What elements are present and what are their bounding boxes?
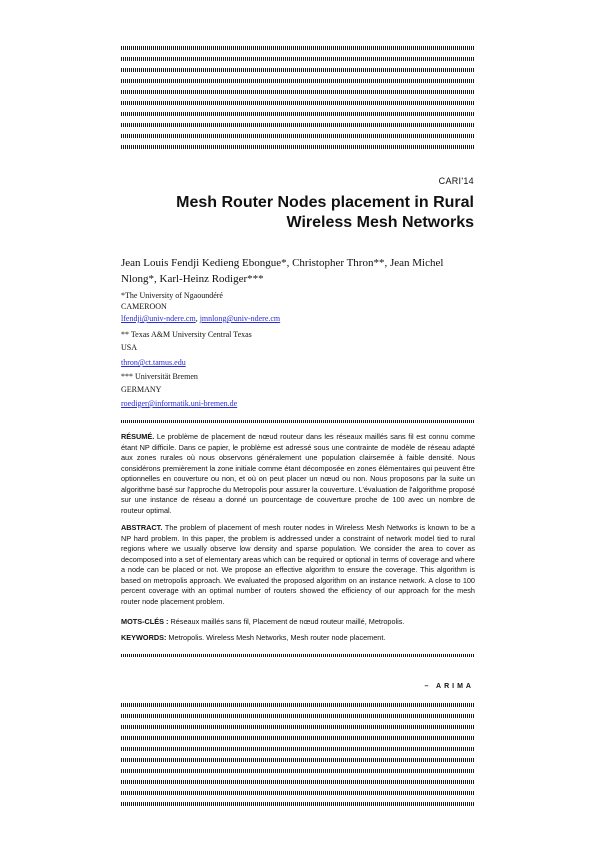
authors-line-2: Nlong*, Karl-Heinz Rodiger*** (121, 272, 264, 285)
abstract-paragraph (121, 523, 475, 607)
motscles-paragraph (121, 617, 475, 628)
keywords-label: KEYWORDS: (121, 633, 167, 642)
affiliation-3-institution: *** Universität Bremen (121, 372, 198, 381)
email-link-thron[interactable]: thron@ct.tamus.edu (121, 358, 186, 367)
abstract-label: ABSTRACT. (121, 523, 163, 532)
conference-label: CARI'14 (438, 176, 474, 186)
affiliation-1-country: CAMEROON (121, 302, 167, 311)
resume-text: Le problème de placement de nœud routeur dans les réseaux maillés sans fil est connu comme étant NP difficile. Dans ce papier, le problème est adressé sous une contrainte de modèle de réseau adapté aux zones rurales où nous observons généralement une population clairsemée à faible densité. Nous considérons premièrement la zone initiale comme étant décomposée en zones élémentaires qui peuvent être optionnelles en couverture ou non, et où on peut placer un nœud ou non. Nous proposons par la suite un algorithme basé sur l'approche du Metropolis pour assurer la couverture. L'évaluation de l'algorithme proposé sur une instance de réseau a donné un pourcentage de couverture proche de 100 avec un nombre de routeur optimal. (121, 432, 475, 515)
email-link-roediger[interactable]: roediger@informatik.uni-bremen.de (121, 399, 238, 408)
keywords-text: Metropolis. Wireless Mesh Networks, Mesh router node placement. (166, 633, 386, 642)
resume-paragraph (121, 432, 475, 516)
title-line-1: Mesh Router Nodes placement in Rural (176, 194, 474, 211)
email-separator: , (195, 314, 200, 323)
separator-hatch-bottom (121, 654, 474, 657)
affiliation-1-institution: *The University of Ngaoundéré (121, 291, 223, 300)
authors-line-1: Jean Louis Fendji Kedieng Ebongue*, Christopher Thron**, Jean Michel (121, 257, 444, 269)
authors (121, 256, 476, 287)
motscles-label: MOTS-CLÉS : (121, 617, 169, 626)
title-line-2: Wireless Mesh Networks (286, 214, 474, 231)
keywords-paragraph (121, 633, 475, 644)
affiliation-2-institution: ** Texas A&M University Central Texas (121, 330, 252, 339)
abstract-text: The problem of placement of mesh router nodes in Wireless Mesh Networks is known to be a NP hard problem. In this paper, the problem is addressed under a constraint of network model tied to rural regions where we usually observe low density and sparse population. We consider the area to cover as decomposed into a set of elementary areas which can be required or optional in terms of coverage and where a node can be placed or not. We propose an effective algorithm to ensure the coverage. This algorithm is based on metropolis approach. We evaluated the proposed algorithm on an instance network. A close to 100 percent coverage with an optimal number of routers showed the efficiency of our approach for the mesh router node placement problem. (121, 523, 475, 606)
affiliation-2-email (121, 358, 481, 368)
journal-footer-label: – ARIMA (424, 683, 474, 690)
affiliation-3-country: GERMANY (121, 385, 162, 394)
separator-hatch-top (121, 420, 474, 423)
email-link-nlong[interactable]: jmnlong@univ-ndere.cm (199, 314, 281, 323)
email-link-fendji[interactable]: lfendji@univ-ndere.cm (121, 314, 196, 323)
affiliation-3-email (121, 399, 481, 409)
resume-label: RÉSUMÉ. (121, 432, 155, 441)
affiliation-2-country: USA (121, 343, 138, 352)
paper-title (144, 193, 474, 233)
motscles-text: Réseaux maillés sans fil, Placement de nœud routeur maillé, Metropolis. (168, 617, 405, 626)
affiliation-1-emails (121, 314, 481, 324)
